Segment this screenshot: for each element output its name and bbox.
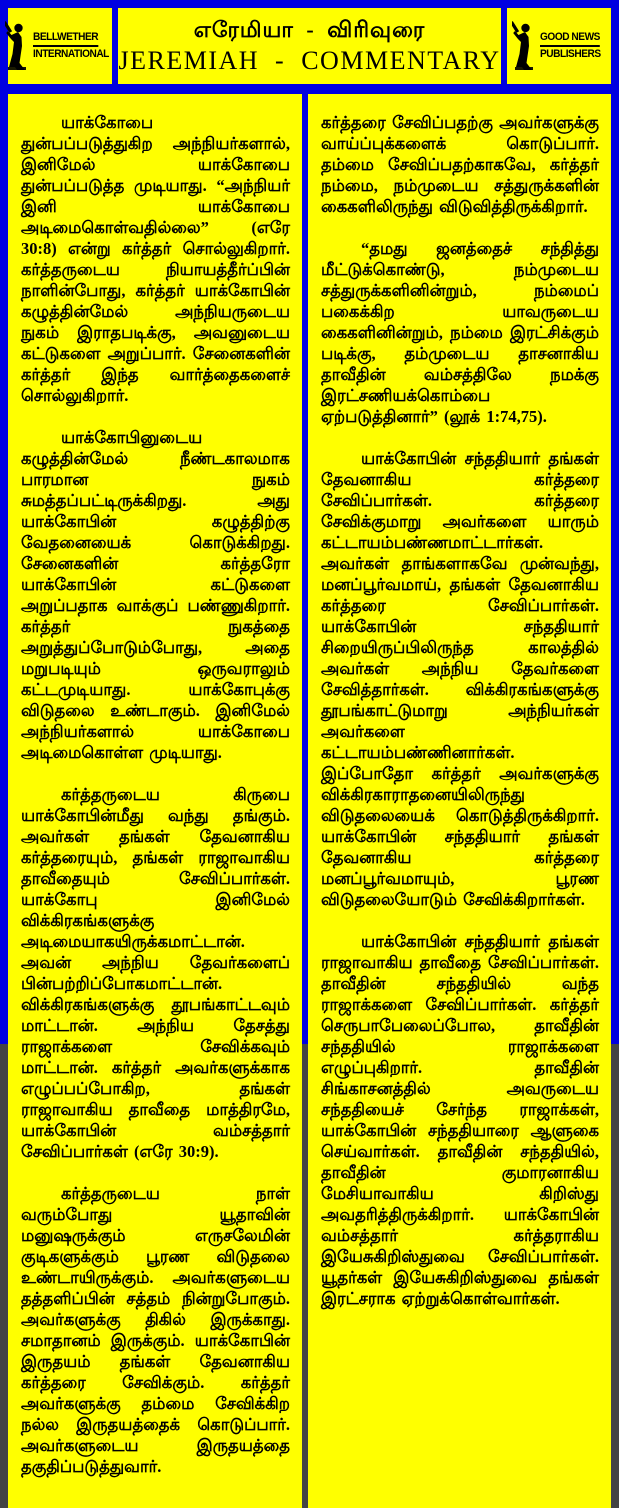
paragraph: கர்த்தருடைய நாள் வரும்போது யூதாவின் மனுஷருக்கும் எருசலேமின் குடிகளுக்கும் பூரண விடுதலை உண்டாயிருக்கும். அவர்களுடைய தத்தளிப்பின் சத்தம் நின்றுபோகும். அவர்களுக்கு திகில் இருக்காது. சமாதானம் இருக்கும். யாக்கோபின் இருதயம் தங்கள் தேவனாகிய கர்த்தரை சேவிக்கும். கர்த்தர் அவர்களுக்கு தம்மை சேவிக்கிற நல்ல இருதயத்தைக் கொடுப்பார். அவர்களுடைய இருதயத்தை தகுதிப்படுத்துவார்.: [21, 1184, 290, 1476]
logo-label: INTERNATIONAL: [32, 48, 109, 60]
paragraph: யாக்கோபின் சந்ததியார் தங்கள் ராஜாவாகிய தாவீதை சேவிப்பார்கள். தாவீதின் சந்ததியில் வந்த ராஜாக்களை சேவிப்பார்கள். கர்த்தர் செருபாபேலைப்போல, தாவீதின் சந்ததியில் ராஜாக்களை எழுப்புகிறார். தாவீதின் சிங்காசனத்தில் அவருடைய சந்ததியைச் சேர்ந்த ராஜாக்கள், யாக்கோபின் சந்ததியாரை ஆளுகை செய்வார்கள். தாவீதின் சந்ததியில், தாவீதின் குமாரனாகிய மேசியாவாகிய கிறிஸ்து அவதரித்திருக்கிறார். யாக்கோபின் வம்சத்தார் கர்த்தராகிய இயேசுகிறிஸ்துவை சேவிப்பார்கள். யூதர்கள் இயேசுகிறிஸ்துவை தங்கள் இரட்சராக ஏற்றுக்கொள்வார்கள்.: [321, 932, 599, 1308]
page-header: [8, 8, 611, 84]
logo-label: GOOD NEWS: [540, 31, 600, 47]
herald-icon: [5, 20, 29, 72]
title-box: [118, 8, 501, 84]
paragraph: யாக்கோபை துன்பப்படுத்துகிற அந்நியர்களால், இனிமேல் யாக்கோபை துன்பப்படுத்த முடியாது. “அந்நியர் இனி யாக்கோபை அடிமைகொள்வதில்லை” (எரே 30:8) என்று கர்த்தர் சொல்லுகிறார். கர்த்தருடைய நியாயத்தீர்ப்பின் நாளின்போது, கர்த்தர் யாக்கோபின் கழுத்தின்மேல் அந்நியருடைய நுகம் இராதபடிக்கு, அவனுடைய கட்டுகளை அறுப்பார். சேனைகளின் கர்த்தர் இந்த வார்த்தைகளைச் சொல்லுகிறார்.: [21, 113, 290, 405]
text-column-right: [308, 94, 611, 1508]
paragraph: கர்த்தரை சேவிப்பதற்கு அவர்களுக்கு வாய்ப்புக்களைக் கொடுப்பார். தம்மை சேவிப்பதற்காகவே, கர்த்தர் நம்மை, நம்முடைய சத்துருக்களின் கைகளிலிருந்து விடுவித்திருக்கிறார்.: [321, 113, 599, 216]
paragraph: யாக்கோபின் சந்ததியார் தங்கள் தேவனாகிய கர்த்தரை சேவிப்பார்கள். கர்த்தரை சேவிக்குமாறு அவர்களை யாரும் கட்டாயம்பண்ணமாட்டார்கள். அவர்கள் தாங்களாகவே முன்வந்து, மனப்பூர்வமாய், தங்கள் தேவனாகிய கர்த்தரை சேவிப்பார்கள். யாக்கோபின் சந்ததியார் சிறையிருப்பிலிருந்த காலத்தில் அவர்கள் அந்நிய தேவர்களை சேவித்தார்கள். விக்கிரகங்களுக்கு தூபங்காட்டுமாறு அந்நியர்கள் அவர்களை கட்டாயம்பண்ணினார்கள். இப்போதோ கர்த்தர் அவர்களுக்கு விக்கிரகாராதனையிலிருந்து விடுதலையைக் கொடுத்திருக்கிறார். யாக்கோபின் சந்ததியார் தங்கள் தேவனாகிய கர்த்தரை மனப்பூர்வமாயும், பூரண விடுதலையோடும் சேவிக்கிறார்கள்.: [321, 449, 599, 909]
logo-label: BELLWETHER: [33, 31, 98, 47]
paragraph: கர்த்தருடைய கிருபை யாக்கோபின்மீது வந்து தங்கும். அவர்கள் தங்கள் தேவனாகிய கர்த்தரையும், தங்கள் ராஜாவாகிய தாவீதையும் சேவிப்பார்கள். யாக்கோபு இனிமேல் விக்கிரகங்களுக்கு அடிமையாகயிருக்கமாட்டான். அவன் அந்நிய தேவர்களைப் பின்பற்றிப்போகமாட்டான். விக்கிரகங்களுக்கு தூபங்காட்டவும் மாட்டான். அந்நிய தேசத்து ராஜாக்களை சேவிக்கவும் மாட்டான். கர்த்தர் அவர்களுக்காக எழுப்பப்போகிற, தங்கள் ராஜாவாகிய தாவீதை மாத்திரமே, யாக்கோபின் வம்சத்தார் சேவிப்பார்கள் (எரே 30:9).: [21, 785, 290, 1161]
paragraph: யாக்கோபினுடைய கழுத்தின்மேல் நீண்டகாலமாக பாரமான நுகம் சுமத்தப்பட்டிருக்கிறது. அது யாக்கோபின் கழுத்திற்கு வேதனையைக் கொடுக்கிறது. சேனைகளின் கர்த்தரோ யாக்கோபின் கட்டுகளை அறுப்பதாக வாக்குப் பண்ணுகிறார். கர்த்தர் நுகத்தை அறுத்துப்போடும்போது, அதை மறுபடியும் ஒருவராலும் கட்டமுடியாது. யாக்கோபுக்கு விடுதலை உண்டாகும். இனிமேல் அந்நியர்களால் யாக்கோபை அடிமைகொள்ள முடியாது.: [21, 428, 290, 762]
bellwether-logo-text: [33, 31, 116, 61]
text-column-left: [8, 94, 302, 1508]
bellwether-logo: [8, 8, 112, 84]
page-body: [8, 94, 611, 1508]
logo-label: PUBLISHERS: [540, 48, 601, 60]
page-title-tamil: எரேமியா - விரிவுரை: [193, 17, 426, 42]
page-title-english: JEREMIAH - COMMENTARY: [118, 46, 501, 75]
good-news-publishers-logo: [507, 8, 611, 84]
herald-icon: [512, 20, 536, 72]
good-news-logo-text: [540, 31, 606, 61]
paragraph: “தமது ஜனத்தைச் சந்தித்து மீட்டுக்கொண்டு, நம்முடைய சத்துருக்களினின்றும், நம்மைப் பகைக்கிற யாவருடைய கைகளினின்றும், நம்மை இரட்சிக்கும் படிக்கு, தம்முடைய தாசனாகிய தாவீதின் வம்சத்திலே நமக்கு இரட்சணியக்கொம்பை ஏற்படுத்தினார்” (லூக் 1:74,75).: [321, 239, 599, 426]
